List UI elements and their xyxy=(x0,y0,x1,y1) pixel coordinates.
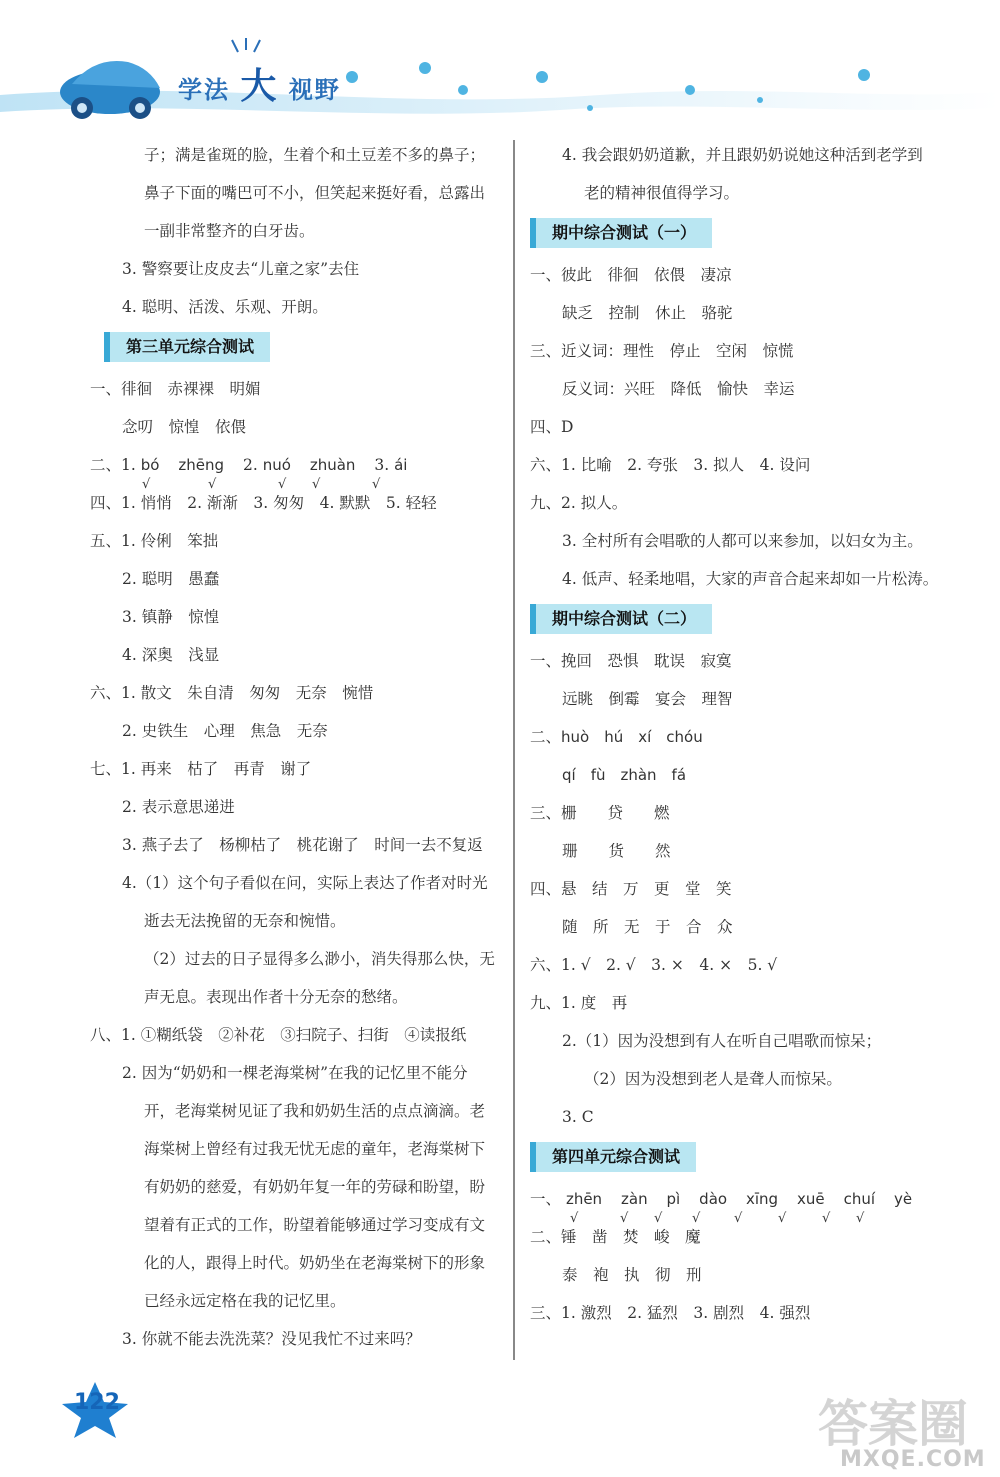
section-title: 第四单元综合测试 xyxy=(530,1142,696,1172)
answer-line: 4. 深奥 浅显 xyxy=(122,646,220,664)
pinyin-answer-line xyxy=(90,446,505,492)
pinyin: yè xyxy=(893,1190,913,1208)
pinyin: nuó xyxy=(262,456,291,474)
answer-line: 反义词：兴旺 降低 愉快 幸运 xyxy=(562,380,795,398)
answer-line: 已经永远定格在我的记忆里。 xyxy=(144,1292,346,1310)
question-number: 3. xyxy=(374,456,390,474)
watermark-logo: 答案圈 xyxy=(818,1395,968,1453)
header-decoration xyxy=(0,0,1000,130)
answer-line: 八、1. ①糊纸袋 ②补花 ③扫院子、扫街 ④读报纸 xyxy=(90,1026,467,1044)
pinyin: dào xyxy=(699,1190,728,1208)
pinyin: qí fù zhàn fá xyxy=(562,766,687,784)
answer-line: 一、彼此 徘徊 依偎 凄凉 xyxy=(530,266,732,284)
answer-line: 海棠树上曾经有过我无忧无虑的童年，老海棠树下 xyxy=(144,1140,486,1158)
answer-line: 一副非常整齐的白牙齿。 xyxy=(144,222,315,240)
question-number: 一、 xyxy=(530,1190,562,1208)
answer-line: 化的人，跟得上时代。奶奶坐在老海棠树下的形象 xyxy=(144,1254,486,1272)
pinyin: zhēng xyxy=(178,456,225,474)
answer-line: 望着有正式的工作，盼望着能够通过学习变成有文 xyxy=(144,1216,486,1234)
pinyin: bó xyxy=(140,456,160,474)
tick-icon: √ xyxy=(570,1211,579,1226)
answer-line: 3. C xyxy=(562,1108,594,1126)
answer-line: 念叨 惊惶 依偎 xyxy=(122,418,247,436)
answer-line: 五、1. 伶俐 笨拙 xyxy=(90,532,219,550)
answer-line: 珊 货 然 xyxy=(562,842,671,860)
answer-line: 2. 聪明 愚蠢 xyxy=(122,570,220,588)
answer-line: 逝去无法挽留的无奈和惋惜。 xyxy=(144,912,346,930)
question-number: 二、1. xyxy=(90,456,136,474)
pinyin: huò hú xí chóu xyxy=(561,728,703,746)
tick-icon: √ xyxy=(312,477,321,492)
answer-line: 四、1. 悄悄 2. 渐渐 3. 匆匆 4. 默默 5. 轻轻 xyxy=(90,494,437,512)
right-column xyxy=(530,130,950,1332)
answer-line: 开，老海棠树见证了我和奶奶生活的点点滴滴。老 xyxy=(144,1102,486,1120)
tick-icon: √ xyxy=(208,477,217,492)
pinyin: zhuàn xyxy=(309,456,356,474)
logo-part: 学法 xyxy=(178,76,230,104)
answer-line: 六、1. 比喻 2. 夸张 3. 拟人 4. 设问 xyxy=(530,456,811,474)
question-number: 2. xyxy=(242,456,258,474)
answer-line: 3. 全村所有会唱歌的人都可以来参加，以妇女为主。 xyxy=(562,532,923,550)
answer-line: 鼻子下面的嘴巴可不小，但笑起来挺好看，总露出 xyxy=(144,184,486,202)
answer-line: 3. 镇静 惊惶 xyxy=(122,608,220,626)
answer-line: 九、1. 度 再 xyxy=(530,994,628,1012)
pinyin: xuē xyxy=(797,1190,825,1208)
tick-icon: √ xyxy=(654,1211,663,1226)
answer-line: 七、1. 再来 枯了 再青 谢了 xyxy=(90,760,312,778)
pinyin: zàn xyxy=(621,1190,648,1208)
answer-line: 四、D xyxy=(530,418,574,436)
answer-line: 4. 聪明、活泼、乐观、开朗。 xyxy=(122,298,328,316)
page-number: 122 xyxy=(74,1390,120,1415)
answer-line: 二、锤 凿 焚 峻 魔 xyxy=(530,1228,701,1246)
answer-line: 有奶奶的慈爱，有奶奶年复一年的劳碌和盼望，盼 xyxy=(144,1178,486,1196)
pinyin: xīng xyxy=(746,1190,779,1208)
tick-icon: √ xyxy=(620,1211,629,1226)
logo-part: 视野 xyxy=(288,76,341,104)
pinyin: chuí xyxy=(843,1190,876,1208)
answer-line: 三、近义词：理性 停止 空闲 惊慌 xyxy=(530,342,794,360)
section-title: 期中综合测试（一） xyxy=(530,218,712,248)
answer-line: 远眺 倒霉 宴会 理智 xyxy=(562,690,733,708)
answer-line: 缺乏 控制 休止 骆驼 xyxy=(562,304,733,322)
tick-icon: √ xyxy=(778,1211,787,1226)
pinyin: ái xyxy=(394,456,408,474)
answer-line: 3. 你就不能去洗洗菜？没见我忙不过来吗？ xyxy=(122,1330,421,1348)
answer-line: （2）过去的日子显得多么渺小，消失得那么快，无 xyxy=(144,950,495,968)
answer-line: 4. 低声、轻柔地唱，大家的声音合起来却如一片松涛。 xyxy=(562,570,939,588)
answer-line: 六、1. 散文 朱自清 匆匆 无奈 惋惜 xyxy=(90,684,374,702)
tick-icon: √ xyxy=(142,477,151,492)
answer-line: 九、2. 拟人。 xyxy=(530,494,628,512)
watermark-url: MXQE.COM xyxy=(840,1447,986,1472)
answer-line: 声无息。表现出作者十分无奈的愁绪。 xyxy=(144,988,408,1006)
answer-line: （2）因为没想到老人是聋人而惊呆。 xyxy=(584,1070,842,1088)
tick-icon: √ xyxy=(734,1211,743,1226)
answer-line: 一、徘徊 赤裸裸 明媚 xyxy=(90,380,261,398)
answer-line: 六、1. √ 2. √ 3. × 4. × 5. √ xyxy=(530,956,778,974)
answer-line: 3. 燕子去了 杨柳枯了 桃花谢了 时间一去不复返 xyxy=(122,836,483,854)
answer-line: 2. 表示意思递进 xyxy=(122,798,235,816)
tick-icon: √ xyxy=(692,1211,701,1226)
logo-part: 大 xyxy=(240,66,279,107)
column-divider xyxy=(513,140,515,1360)
answer-line: 2. 史铁生 心理 焦急 无奈 xyxy=(122,722,328,740)
answer-line: 2.（1）因为没想到有人在听自己唱歌而惊呆； xyxy=(562,1032,882,1050)
page-header xyxy=(0,0,1000,130)
car-icon xyxy=(60,61,160,119)
answer-line: 一、挽回 恐惧 耽误 寂寞 xyxy=(530,652,732,670)
section-title: 第三单元综合测试 xyxy=(104,332,270,362)
pinyin-answer-line xyxy=(530,1180,950,1226)
pinyin: pì xyxy=(666,1190,681,1208)
section-title: 期中综合测试（二） xyxy=(530,604,712,634)
answer-line: 三、栅 贷 燃 xyxy=(530,804,670,822)
tick-icon: √ xyxy=(822,1211,831,1226)
answer-line: 老的精神很值得学习。 xyxy=(584,184,740,202)
left-column xyxy=(90,130,505,1358)
answer-line: 泰 袍 执 彻 刑 xyxy=(562,1266,702,1284)
tick-icon: √ xyxy=(856,1211,865,1226)
answer-line: 3. 警察要让皮皮去“儿童之家”去住 xyxy=(122,260,360,278)
answer-line: 2. 因为“奶奶和一棵老海棠树”在我的记忆里不能分 xyxy=(122,1064,468,1082)
tick-icon: √ xyxy=(372,477,381,492)
header-logo xyxy=(178,58,341,109)
answer-line: 四、悬 结 万 更 堂 笑 xyxy=(530,880,732,898)
answer-line: 随 所 无 于 合 众 xyxy=(562,918,733,936)
answer-line: 子；满是雀斑的脸，生着个和土豆差不多的鼻子； xyxy=(144,146,486,164)
question-number: 二、 xyxy=(530,728,562,746)
answer-line: 4. 我会跟奶奶道歉，并且跟奶奶说她这种活到老学到 xyxy=(562,146,923,164)
pinyin: zhēn xyxy=(565,1190,603,1208)
tick-icon: √ xyxy=(278,477,287,492)
answer-line: 三、1. 激烈 2. 猛烈 3. 剧烈 4. 强烈 xyxy=(530,1304,811,1322)
answer-line: 4.（1）这个句子看似在问，实际上表达了作者对时光 xyxy=(122,874,488,892)
